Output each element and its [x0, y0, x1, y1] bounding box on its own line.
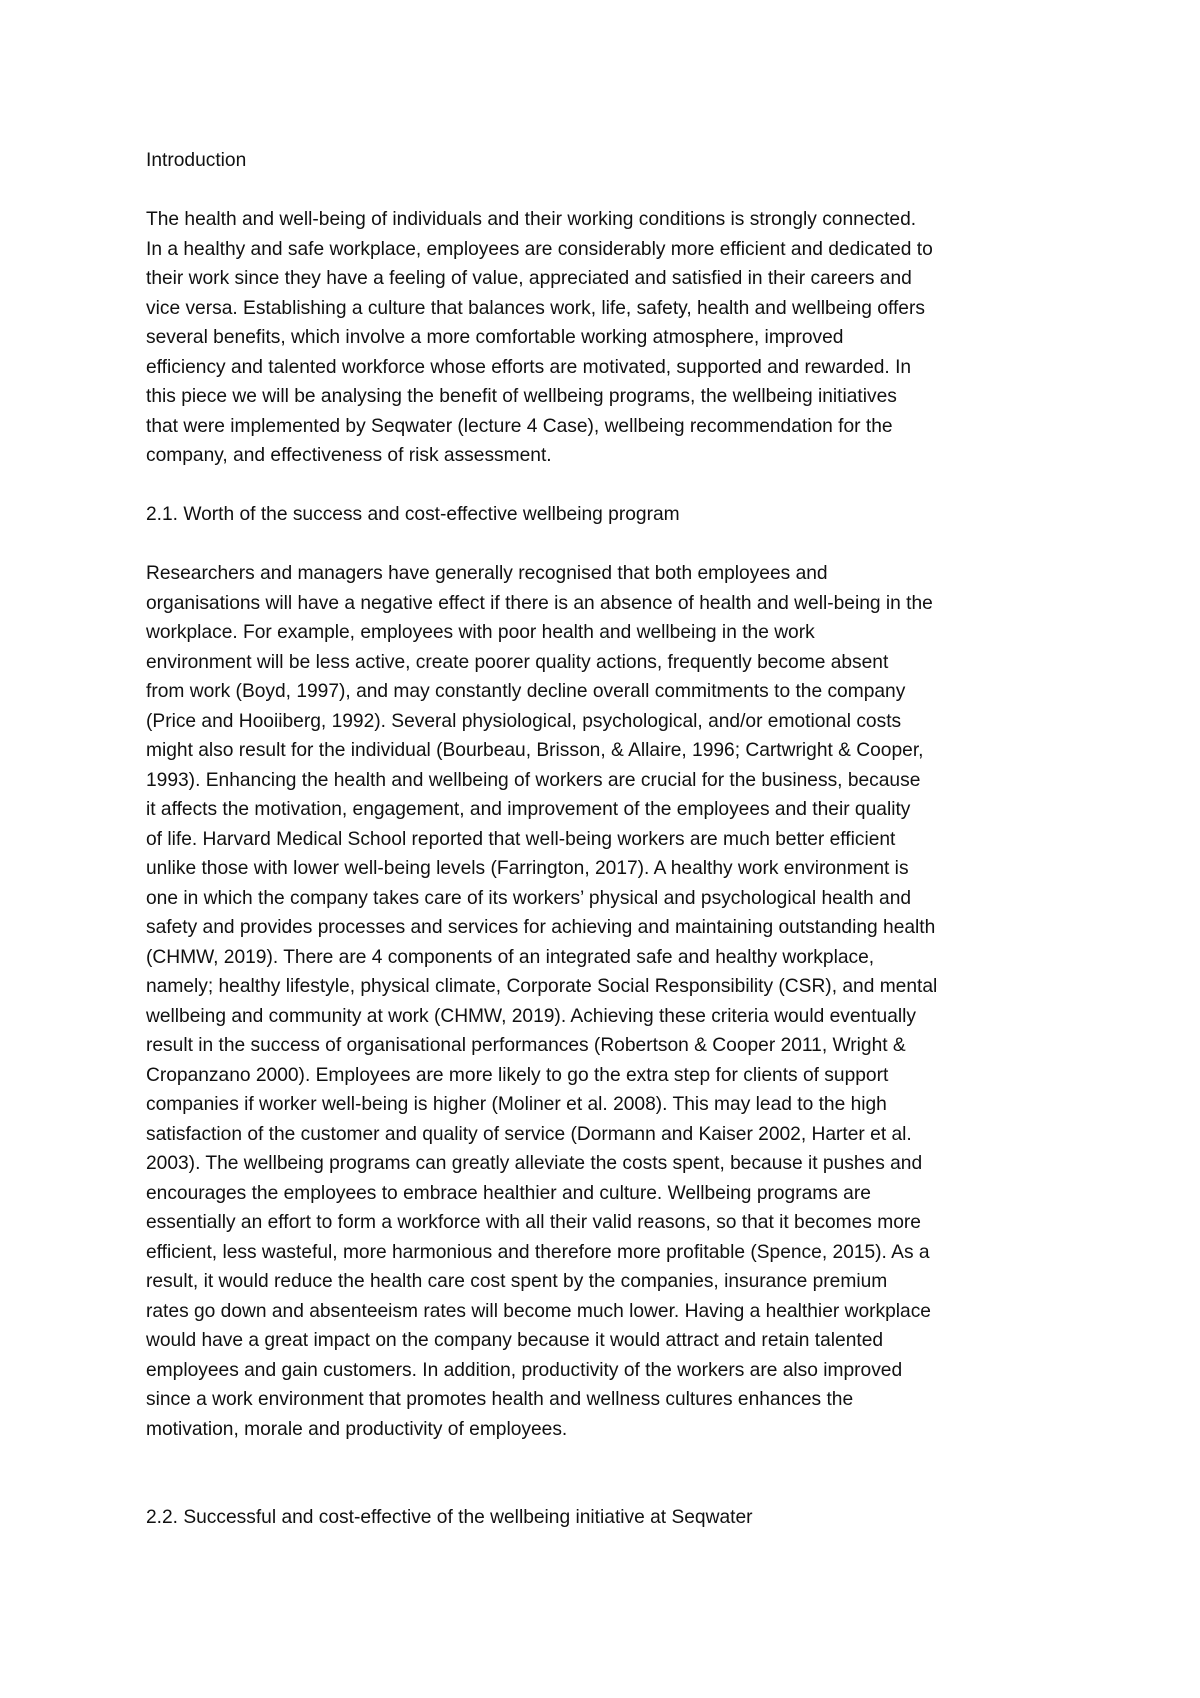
section-2-2-heading: 2.2. Successful and cost-effective of the wellbeing initiative at Seqwater — [146, 1507, 753, 1528]
document-body — [146, 146, 1066, 1533]
spacer — [146, 176, 1066, 206]
text-line: encourages the employees to embrace healthier and culture. Wellbeing programs are — [146, 1182, 871, 1204]
text-line: might also result for the individual (Bourbeau, Brisson, & Allaire, 1996; Cartwright & Cooper, — [146, 740, 924, 761]
text-line: companies if worker well-being is higher (Moliner et al. 2008). This may lead to the high — [146, 1094, 887, 1115]
text-line: motivation, morale and productivity of employees. — [146, 1418, 568, 1440]
text-line: The health and well-being of individuals and their working conditions is strongly connected. — [146, 209, 917, 230]
text-line: rates go down and absenteeism rates will become much lower. Having a healthier workplace — [146, 1300, 931, 1322]
text-line: their work since they have a feeling of value, appreciated and satisfied in their careers and — [146, 268, 912, 289]
text-line: employees and gain customers. In addition, productivity of the workers are also improved — [146, 1359, 903, 1381]
text-line: from work (Boyd, 1997), and may constantly decline overall commitments to the company — [146, 681, 906, 702]
text-line: namely; healthy lifestyle, physical climate, Corporate Social Responsibility (CSR), and mental — [146, 976, 938, 997]
text-line: In a healthy and safe workplace, employees are considerably more efficient and dedicated to — [146, 238, 933, 260]
text-line: Researchers and managers have generally recognised that both employees and — [146, 563, 828, 584]
text-line: (Price and Hooiiberg, 1992). Several physiological, psychological, and/or emotional costs — [146, 710, 902, 732]
intro-paragraph — [146, 205, 1066, 471]
text-line: company, and effectiveness of risk assessment. — [146, 445, 552, 466]
text-line: several benefits, which involve a more comfortable working atmosphere, improved — [146, 327, 844, 348]
spacer — [146, 530, 1066, 560]
text-line: one in which the company takes care of its workers’ physical and psychological health and — [146, 887, 912, 909]
text-line: efficiency and talented workforce whose efforts are motivated, supported and rewarded. In — [146, 356, 912, 378]
text-line: (CHMW, 2019). There are 4 components of an integrated safe and healthy workplace, — [146, 946, 875, 968]
text-line: would have a great impact on the company because it would attract and retain talented — [146, 1330, 884, 1351]
text-line: that were implemented by Seqwater (lecture 4 Case), wellbeing recommendation for the — [146, 415, 893, 437]
text-line: environment will be less active, create poorer quality actions, frequently become absent — [146, 651, 889, 673]
text-line: result in the success of organisational performances (Robertson & Cooper 2011, Wright & — [146, 1035, 906, 1056]
text-line: essentially an effort to form a workforce with all their valid reasons, so that it becomes more — [146, 1212, 921, 1233]
text-line: Cropanzano 2000). Employees are more likely to go the extra step for clients of support — [146, 1064, 889, 1086]
text-line: organisations will have a negative effect if there is an absence of health and well-being in the — [146, 592, 933, 614]
section-2-1-heading: 2.1. Worth of the success and cost-effective wellbeing program — [146, 504, 680, 525]
text-line: unlike those with lower well-being levels (Farrington, 2017). A healthy work environment is — [146, 858, 909, 879]
text-line: result, it would reduce the health care cost spent by the companies, insurance premium — [146, 1271, 888, 1292]
text-line: satisfaction of the customer and quality of service (Dormann and Kaiser 2002, Harter et al. — [146, 1123, 912, 1145]
text-line: 1993). Enhancing the health and wellbeing of workers are crucial for the business, because — [146, 769, 921, 791]
text-line: since a work environment that promotes health and wellness cultures enhances the — [146, 1389, 854, 1410]
text-line: of life. Harvard Medical School reported that well-being workers are much better efficient — [146, 828, 896, 850]
text-line: it affects the motivation, engagement, and improvement of the employees and their quality — [146, 799, 911, 820]
section-2-1-paragraph — [146, 559, 1066, 1444]
text-line: workplace. For example, employees with poor health and wellbeing in the work — [146, 622, 815, 643]
text-line: this piece we will be analysing the benefit of wellbeing programs, the wellbeing initiatives — [146, 386, 897, 407]
spacer — [146, 471, 1066, 501]
intro-heading: Introduction — [146, 150, 247, 171]
text-line: vice versa. Establishing a culture that balances work, life, safety, health and wellbeing offers — [146, 297, 925, 319]
text-line: safety and provides processes and services for achieving and maintaining outstanding health — [146, 917, 936, 938]
spacer — [146, 1444, 1066, 1503]
text-line: efficient, less wasteful, more harmonious and therefore more profitable (Spence, 2015). As a — [146, 1241, 930, 1263]
text-line: wellbeing and community at work (CHMW, 2019). Achieving these criteria would eventually — [146, 1005, 916, 1027]
text-line: 2003). The wellbeing programs can greatly alleviate the costs spent, because it pushes and — [146, 1153, 923, 1174]
